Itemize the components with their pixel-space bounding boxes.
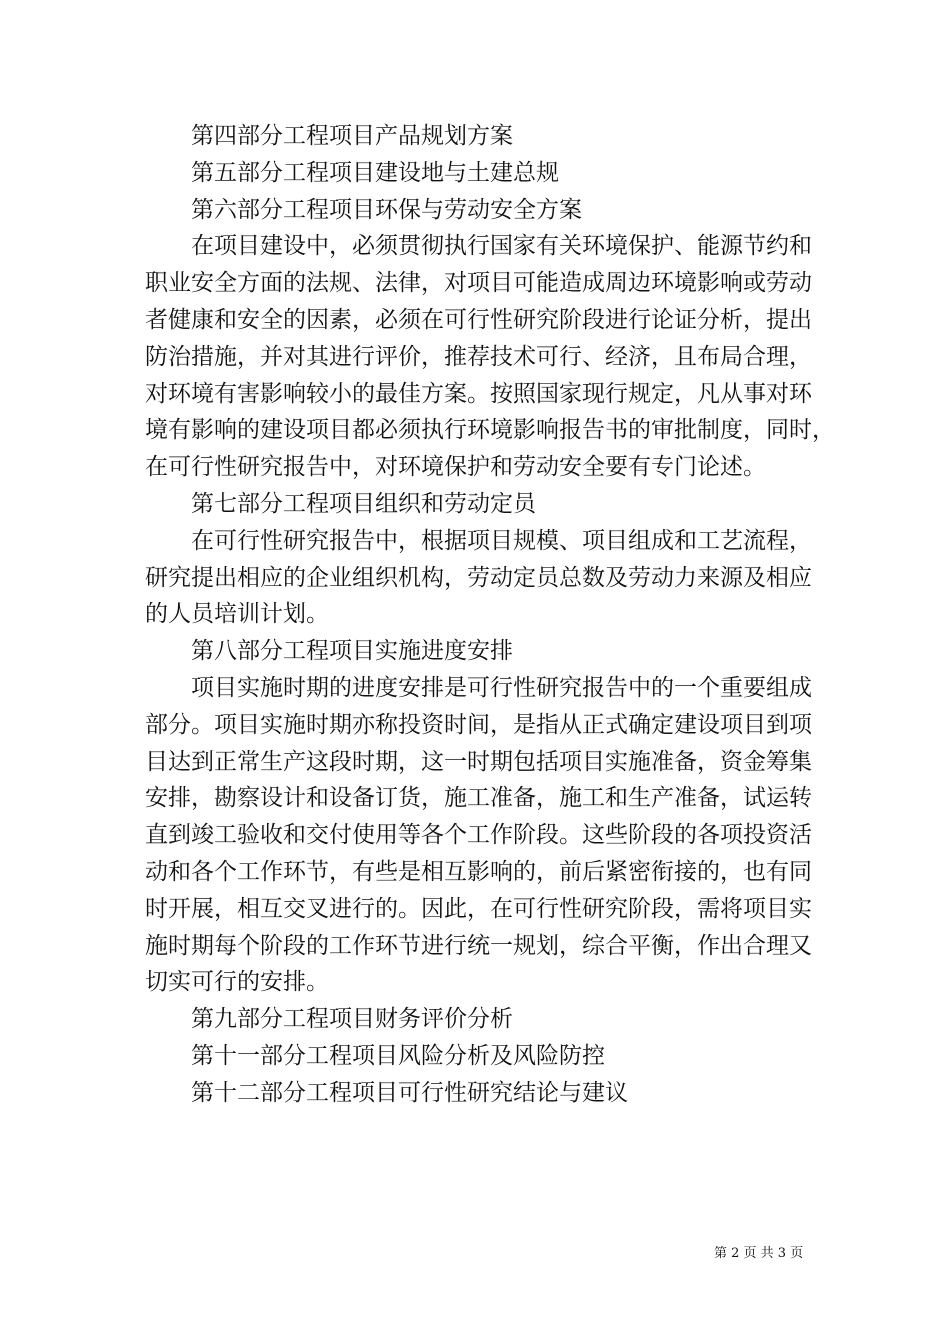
section-heading-4: 第四部分工程项目产品规划方案 — [191, 123, 513, 149]
section-heading-11: 第十一部分工程项目风险分析及风险防控 — [191, 1042, 605, 1069]
section-heading-12: 第十二部分工程项目可行性研究结论与建议 — [191, 1079, 628, 1106]
paragraph-line: 在项目建设中，必须贯彻执行国家有关环境保护、能源节约和 — [191, 233, 812, 260]
paragraph-line: 施时期每个阶段的工作环节进行统一规划，综合平衡，作出合理又 — [145, 932, 812, 959]
section-heading-9: 第九部分工程项目财务评价分析 — [191, 1006, 513, 1033]
paragraph-line: 安排，勘察设计和设备订货，施工准备，施工和生产准备，试运转 — [145, 785, 812, 812]
paragraph-line: 项目实施时期的进度安排是可行性研究报告中的一个重要组成 — [191, 674, 812, 701]
section-heading-8: 第八部分工程项目实施进度安排 — [191, 638, 513, 665]
page-number-footer: 第 2 页 共 3 页 — [714, 1246, 804, 1261]
paragraph-line: 职业安全方面的法规、法律，对项目可能造成周边环境影响或劳动 — [145, 270, 812, 297]
section-heading-6: 第六部分工程项目环保与劳动安全方案 — [191, 196, 582, 223]
paragraph-line: 动和各个工作环节，有些是相互影响的，前后紧密衔接的，也有同 — [145, 858, 812, 885]
paragraph-line: 在可行性研究报告中，对环境保护和劳动安全要有专门论述。 — [145, 454, 766, 481]
paragraph-line: 对环境有害影响较小的最佳方案。按照国家现行规定，凡从事对环 — [145, 380, 812, 407]
section-heading-5: 第五部分工程项目建设地与土建总规 — [191, 159, 559, 186]
paragraph-line: 部分。项目实施时期亦称投资时间，是指从正式确定建设项目到项 — [145, 711, 812, 738]
paragraph-line: 的人员培训计划。 — [145, 601, 329, 628]
paragraph-line: 时开展，相互交叉进行的。因此，在可行性研究阶段，需将项目实 — [145, 895, 812, 922]
paragraph-line: 目达到正常生产这段时期，这一时期包括项目实施准备，资金筹集 — [145, 748, 812, 775]
paragraph-line: 研究提出相应的企业组织机构，劳动定员总数及劳动力来源及相应 — [145, 564, 812, 591]
paragraph-line: 直到竣工验收和交付使用等各个工作阶段。这些阶段的各项投资活 — [145, 822, 812, 849]
section-heading-7: 第七部分工程项目组织和劳动定员 — [191, 490, 536, 517]
paragraph-line: 防治措施，并对其进行评价，推荐技术可行、经济，且布局合理， — [145, 343, 812, 370]
paragraph-line: 境有影响的建设项目都必须执行环境影响报告书的审批制度，同时， — [145, 417, 835, 444]
paragraph-line: 切实可行的安排。 — [145, 969, 329, 996]
document-body — [145, 118, 835, 1112]
paragraph-line: 者健康和安全的因素，必须在可行性研究阶段进行论证分析，提出 — [145, 306, 812, 333]
paragraph-line: 在可行性研究报告中，根据项目规模、项目组成和工艺流程， — [191, 527, 812, 554]
